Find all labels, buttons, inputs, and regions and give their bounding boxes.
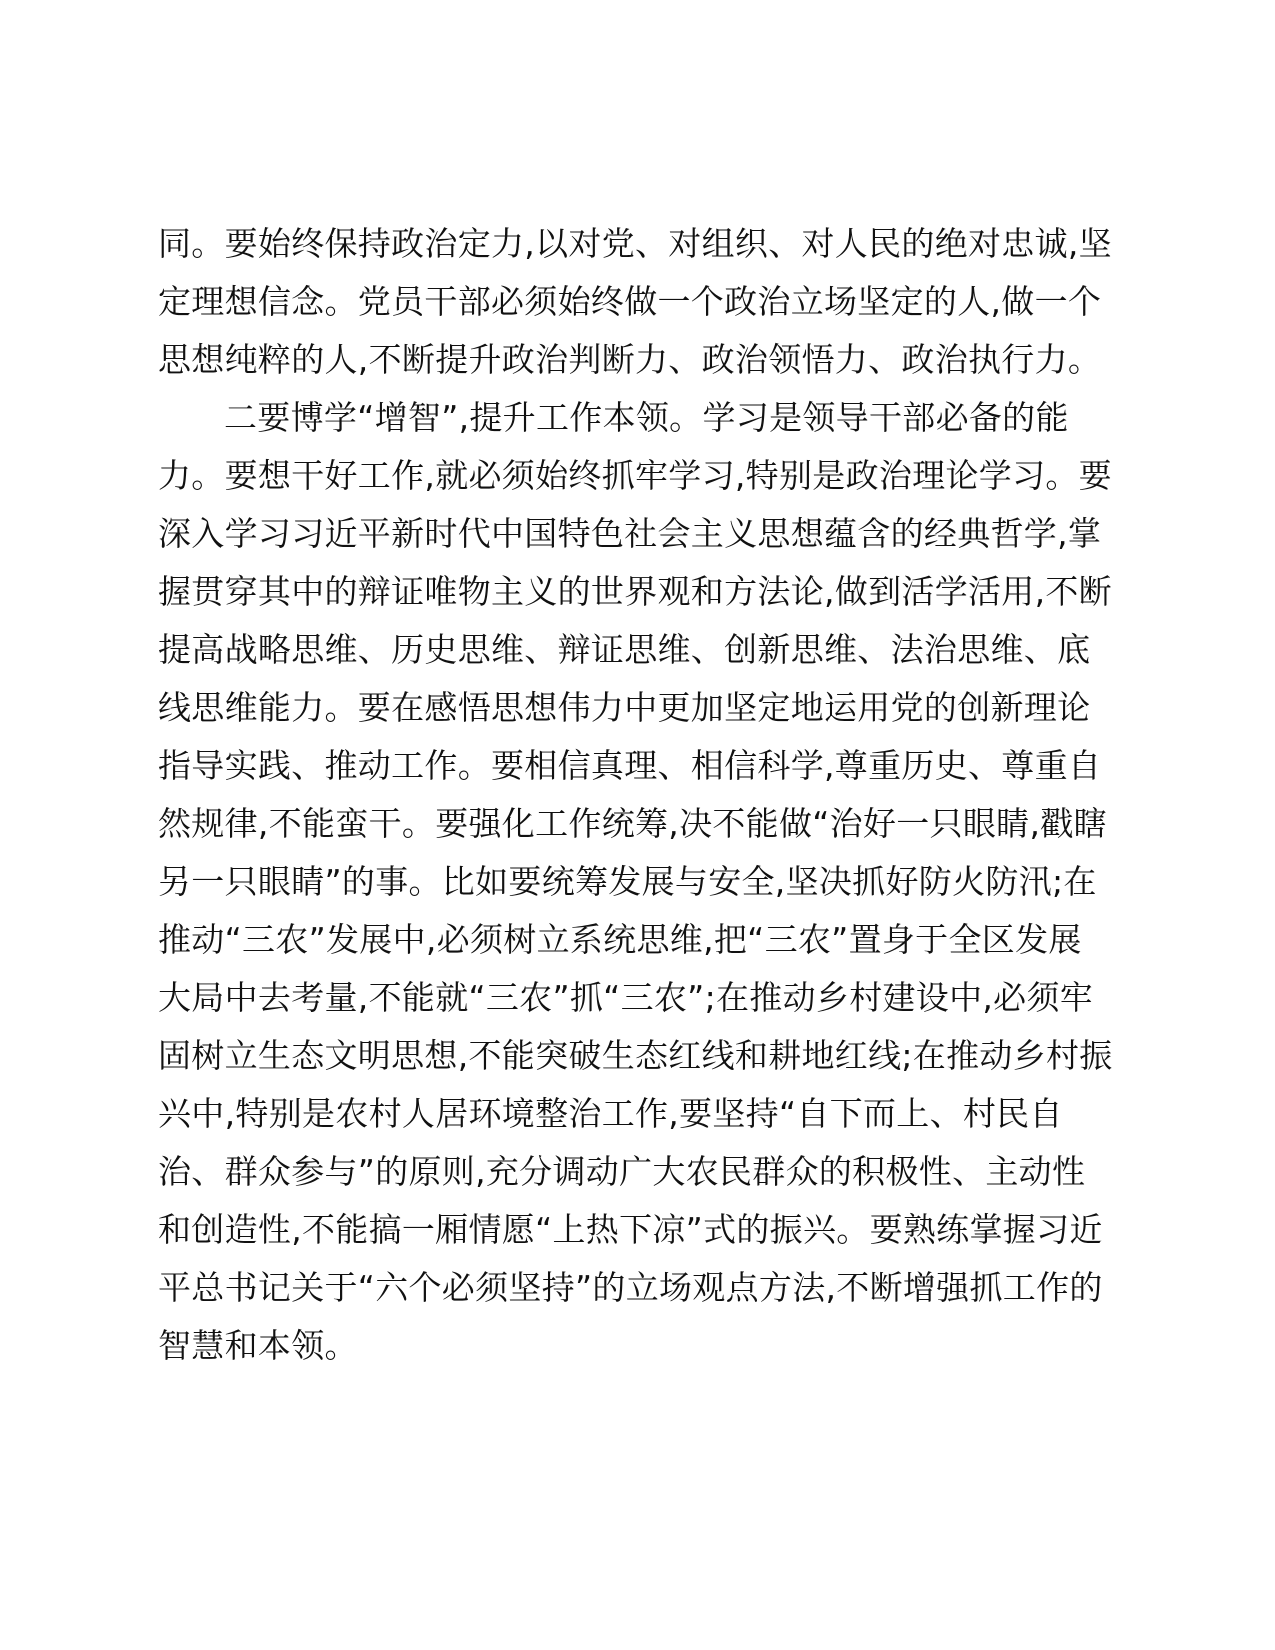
text-line: 推动“三农”发展中,必须树立系统思维,把“三农”置身于全区发展	[158, 920, 1082, 959]
text-line: 同。要始终保持政治定力,以对党、对组织、对人民的绝对忠诚,坚	[158, 224, 1112, 263]
text-line: 线思维能力。要在感悟思想伟力中更加坚定地运用党的创新理论	[158, 688, 1091, 727]
text-line: 固树立生态文明思想,不能突破生态红线和耕地红线;在推动乡村振	[158, 1036, 1113, 1075]
text-line: 平总书记关于“六个必须坚持”的立场观点方法,不断增强抓工作的	[158, 1268, 1103, 1307]
text-line: 提高战略思维、历史思维、辩证思维、创新思维、法治思维、底	[158, 630, 1091, 669]
text-line: 指导实践、推动工作。要相信真理、相信科学,尊重历史、尊重自	[158, 746, 1102, 785]
text-line: 思想纯粹的人,不断提升政治判断力、政治领悟力、政治执行力。	[158, 340, 1102, 379]
text-line: 大局中去考量,不能就“三农”抓“三农”;在推动乡村建设中,必须牢	[158, 978, 1094, 1017]
text-line: 智慧和本领。	[158, 1326, 358, 1365]
text-line: 定理想信念。党员干部必须始终做一个政治立场坚定的人,做一个	[158, 282, 1102, 321]
body-text	[158, 215, 1113, 1375]
paragraph-start-line: 二要博学“增智”,提升工作本领。学习是领导干部必备的能	[224, 398, 1069, 437]
text-line: 和创造性,不能搞一厢情愿“上热下凉”式的振兴。要熟练掌握习近	[158, 1210, 1103, 1249]
text-line: 治、群众参与”的原则,充分调动广大农民群众的积极性、主动性	[158, 1152, 1086, 1191]
text-line: 另一只眼睛”的事。比如要统筹发展与安全,坚决抓好防火防汛;在	[158, 862, 1097, 901]
text-line: 深入学习习近平新时代中国特色社会主义思想蕴含的经典哲学,掌	[158, 514, 1102, 553]
text-line: 握贯穿其中的辩证唯物主义的世界观和方法论,做到活学活用,不断	[158, 572, 1112, 611]
text-line: 然规律,不能蛮干。要强化工作统筹,决不能做“治好一只眼睛,戳瞎	[158, 804, 1107, 843]
text-line: 兴中,特别是农村人居环境整治工作,要坚持“自下而上、村民自	[158, 1094, 1063, 1133]
text-line: 力。要想干好工作,就必须始终抓牢学习,特别是政治理论学习。要	[158, 456, 1112, 495]
